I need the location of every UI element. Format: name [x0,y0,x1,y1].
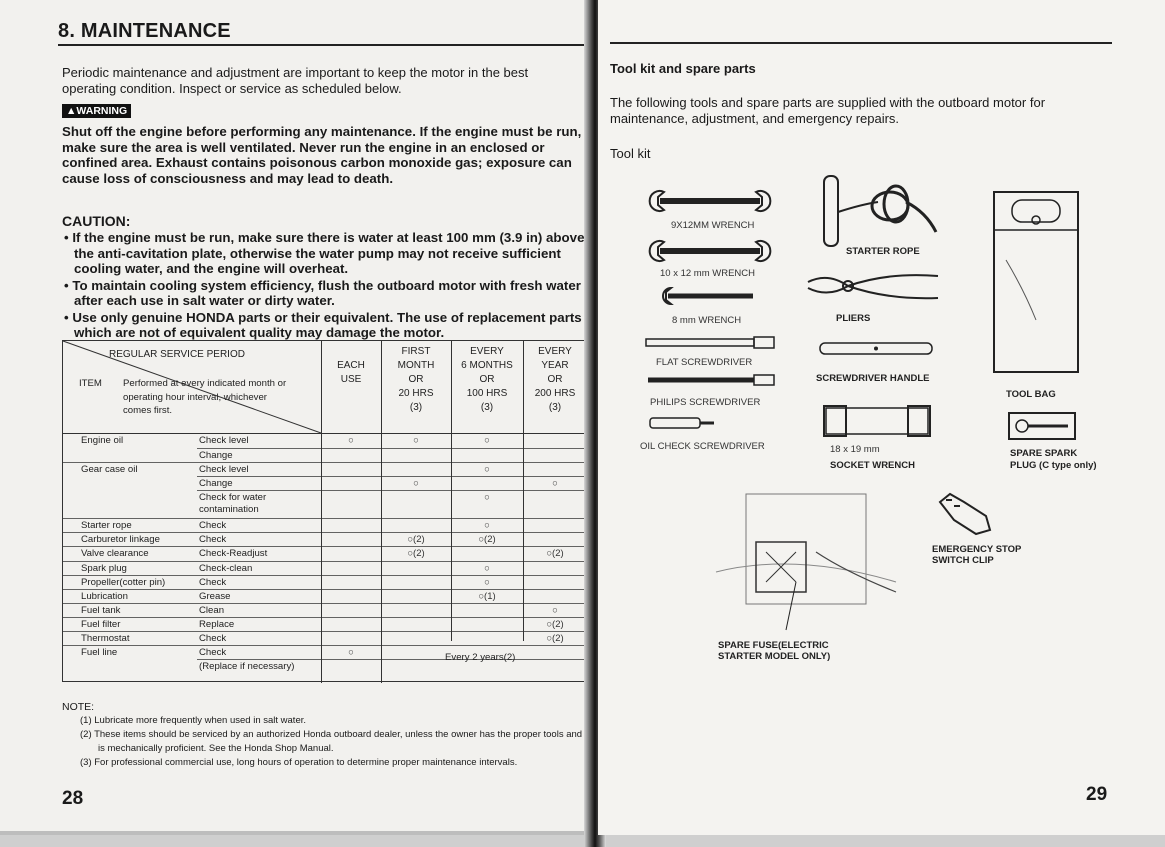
tool-bag-label: TOOL BAG [1006,389,1056,400]
title-rule [58,44,584,46]
maintenance-schedule-table [62,340,586,682]
tool-bag-icon [992,190,1082,380]
service-mark: ○ [484,435,490,446]
starter-rope-label: STARTER ROPE [846,246,920,257]
column-header [451,345,523,415]
service-mark: ○ [348,435,354,446]
table-row-action: Check [199,520,227,531]
table-row-action: Change [199,450,233,461]
pliers-label: PLIERS [836,313,871,324]
table-row-item: Fuel tank [81,605,121,616]
column-header-line: 100 HRS [466,388,508,399]
service-mark: ○ [484,492,490,503]
wrench-9x12-label: 9X12MM WRENCH [671,220,755,231]
service-mark: ○(2) [407,534,425,545]
warning-label: WARNING [76,105,128,117]
spare-fuse-label-line1: SPARE FUSE(ELECTRIC [718,640,829,651]
service-mark: ○(2) [546,633,564,644]
fuel-line-interval: Every 2 years(2) [445,652,516,663]
caution-item: • If the engine must be run, make sure there is water at least 100 mm (3.9 in) above the anti-cavitation plate, otherwise the water pump may not receive sufficient cooling water, and the engine will overheat. [64,230,585,276]
left-page [0,0,590,835]
wrench-8mm-icon [658,284,768,310]
warning-text: Shut off the engine before performing any maintenance. If the engine must be run, make sure the area is well ventilated. Never run the engine in an enclosed or confined area. Exhaust contains poisonous carbon monoxide gas; exposure can cause loss of consciousness and may lead to death. [62,124,582,186]
column-header-line: 20 HRS [398,388,434,399]
table-row-item: Engine oil [81,435,124,446]
table-row-action: Check for water contamination [199,492,267,515]
emergency-stop-clip-icon [936,492,996,536]
table-row-item: Fuel filter [81,619,121,630]
service-mark: ○ [413,478,419,489]
oil-check-screwdriver-icon [650,414,720,434]
flat-screwdriver-label: FLAT SCREWDRIVER [656,357,753,368]
warning-triangle-icon: ▲ [66,105,77,117]
caution-list [62,230,587,342]
table-row-action: Check [199,647,227,658]
column-header [523,345,587,415]
socket-wrench-size: 18 x 19 mm [830,444,880,455]
column-header-line: FIRST [401,346,431,357]
service-mark: ○ [484,563,490,574]
column-header-line: 200 HRS [534,388,576,399]
column-header-line: YEAR [541,360,569,371]
intro-paragraph: Periodic maintenance and adjustment are important to keep the motor in the best operating condition. Inspect or service as scheduled below. [62,65,529,96]
wrench-10x12-label: 10 x 12 mm WRENCH [660,268,756,279]
spare-plug-label-line2: PLUG (C type only) [1010,460,1097,471]
intro-paragraph: The following tools and spare parts are supplied with the outboard motor for maintenance, adjustment, and emergency repairs. [610,95,1046,126]
column-header-line: MONTH [397,360,435,371]
service-mark: ○(2) [478,534,496,545]
table-row-action: Check [199,534,227,545]
right-page [598,0,1165,835]
flat-screwdriver-icon [646,336,786,350]
table-row-action: Check [199,633,227,644]
column-header-line: (3) [548,402,562,413]
note-item: (3) For professional commercial use, long hours of operation to determine proper maintenance intervals. [80,757,518,768]
item-header: ITEM [79,378,102,389]
stop-clip-label-line2: SWITCH CLIP [932,555,994,566]
table-row-item: Thermostat [81,633,130,644]
table-row-item: Gear case oil [81,464,138,475]
wrench-10x12-icon [650,237,790,267]
caution-item: • Use only genuine HONDA parts or their equivalent. The use of replacement parts which are not of equivalent quality may damage the motor. [64,309,582,340]
screwdriver-handle-icon [820,342,940,356]
section-title: Tool kit and spare parts [610,61,756,76]
oil-check-screwdriver-label: OIL CHECK SCREWDRIVER [640,441,765,452]
column-header-line: 6 MONTHS [461,360,513,371]
service-mark: ○ [484,577,490,588]
column-header-line: EACH [337,360,365,371]
table-row-action: Check [199,577,227,588]
page-number: 28 [62,788,84,809]
note-item: (1) Lubricate more frequently when used in salt water. [80,715,307,726]
column-header-line: EVERY [470,346,504,357]
column-header-line: OR [479,374,495,385]
column-header-line: OR [547,374,563,385]
caution-item: • To maintain cooling system efficiency, flush the outboard motor with fresh water after each use in salt water or dirty water. [64,277,581,308]
table-row-action: Grease [199,591,231,602]
service-mark: ○ [484,520,490,531]
table-row-item: Valve clearance [81,548,149,559]
table-row-action: Replace [199,619,235,630]
table-row-item: Fuel line [81,647,118,658]
spare-fuse-label-line2: STARTER MODEL ONLY) [718,651,831,662]
service-mark: ○ [552,605,558,616]
socket-wrench-icon [824,406,934,440]
column-header [381,345,451,415]
service-mark: ○(2) [546,548,564,559]
service-mark: ○ [552,478,558,489]
caution-label: CAUTION: [62,213,131,229]
table-row-item: Lubrication [81,591,128,602]
spare-plug-label-line1: SPARE SPARK [1010,448,1078,459]
service-mark: ○(1) [478,591,496,602]
note-label: NOTE: [62,701,95,713]
wrench-9x12-icon [650,187,790,217]
notes-block [62,700,587,770]
table-row-item: Carburetor linkage [81,534,160,545]
table-row-item: Propeller(cotter pin) [81,577,166,588]
wrench-8mm-label: 8 mm WRENCH [672,315,742,326]
philips-screwdriver-label: PHILIPS SCREWDRIVER [650,397,761,408]
spare-spark-plug-icon [1008,412,1078,442]
pliers-icon [804,268,944,308]
column-header-line: OR [408,374,424,385]
warning-badge [62,104,131,118]
column-header-line: USE [340,374,362,385]
service-mark: ○ [413,435,419,446]
service-mark: ○(2) [407,548,425,559]
column-header-line: EVERY [538,346,572,357]
header-rule [610,42,1112,44]
page-number: 29 [1086,784,1108,805]
column-header [321,359,381,387]
service-mark: ○ [348,647,354,658]
screwdriver-handle-label: SCREWDRIVER HANDLE [816,373,930,384]
table-row-action: (Replace if necessary) [199,661,295,672]
table-row-action: Change [199,478,233,489]
philips-screwdriver-icon [646,373,786,387]
table-row-item: Spark plug [81,563,127,574]
table-row-item: Starter rope [81,520,132,531]
page-title: 8. MAINTENANCE [58,20,231,42]
performed-note: Performed at every indicated month or operating hour interval, whichever comes first. [123,378,287,416]
service-mark: ○(2) [546,619,564,630]
service-mark: ○ [484,464,490,475]
table-row-action: Check-clean [199,563,253,574]
column-header-line: (3) [409,402,423,413]
table-row-action: Check-Readjust [199,548,268,559]
note-item: (2) These items should be serviced by an authorized Honda outboard dealer, unless the owner has the proper tools and is mechanically proficient. See the Honda Shop Manual. [80,729,583,754]
period-header: REGULAR SERVICE PERIOD [109,349,245,360]
toolkit-subtitle: Tool kit [610,146,651,161]
table-row-action: Clean [199,605,225,616]
engine-illustration-icon [676,482,916,632]
socket-wrench-label: SOCKET WRENCH [830,460,915,471]
column-header-line: (3) [480,402,494,413]
table-row-action: Check level [199,464,249,475]
stop-clip-label-line1: EMERGENCY STOP [932,544,1022,555]
table-row-action: Check level [199,435,249,446]
starter-rope-icon [818,172,948,252]
